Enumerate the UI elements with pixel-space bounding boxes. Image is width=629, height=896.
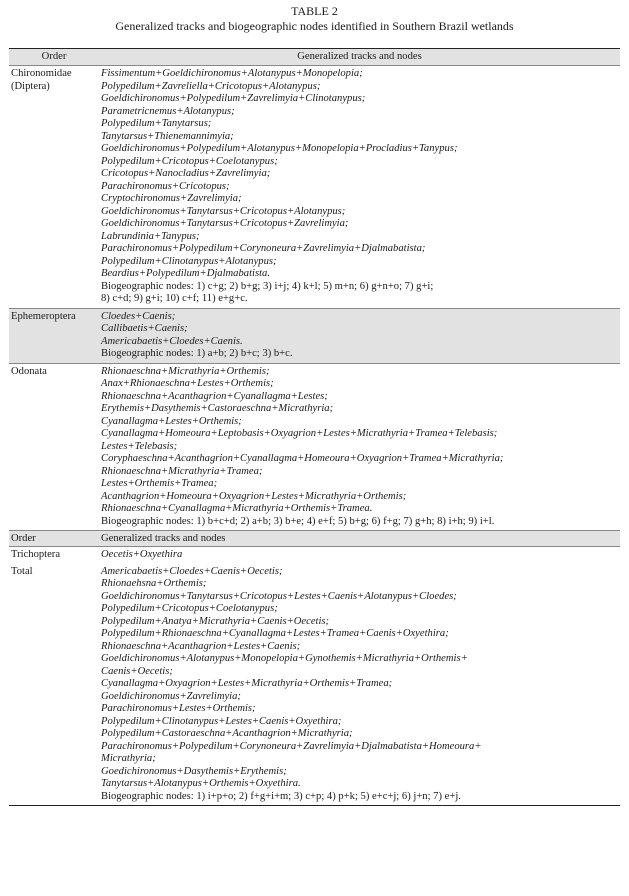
table-row-ephemeroptera: [9, 308, 620, 363]
generalized-track: Polypedilum+Cricotopus+Coelotanypus;: [101, 155, 278, 167]
generalized-track: Polypedilum+Zavreliella+Cricotopus+Alotanypus;: [101, 80, 321, 92]
order-name: Odonata: [11, 365, 47, 377]
generalized-track: Polypedilum+Clinotanypus+Alotanypus;: [101, 255, 277, 267]
generalized-track: Parachironomus+Cricotopus;: [101, 180, 230, 192]
generalized-track: Tanytarsus+Thienemannimyia;: [101, 130, 234, 142]
generalized-track: Cricotopus+Nanocladius+Zavrelimyia;: [101, 168, 271, 179]
order-name: Chironomidae: [11, 68, 72, 79]
header-order: Order: [9, 49, 99, 66]
generalized-track: Tanytarsus+Alotanypus+Orthemis+Oxyethira.: [101, 778, 301, 789]
generalized-track: Acanthagrion+Homeoura+Oxyagrion+Lestes+Micrathyria+Orthemis;: [101, 490, 407, 502]
generalized-track: Lestes+Orthemis+Tramea;: [101, 478, 218, 489]
table-row-chironomidae: [9, 66, 620, 309]
generalized-track: Caenis+Oecetis;: [101, 665, 173, 677]
table-title: Generalized tracks and biogeographic nodes identified in Southern Brazil wetlands: [115, 19, 514, 33]
generalized-track: Labrundinia+Tanypus;: [101, 230, 200, 242]
tracks-cell: [99, 547, 620, 564]
generalized-track: Rhionaeschna+Acanthagrion+Cyanallagma+Lestes;: [101, 390, 328, 402]
biogeographic-nodes: Biogeographic nodes: 1) a+b; 2) b+c; 3) b+c.: [101, 348, 293, 359]
table-row-trichoptera: [9, 547, 620, 564]
order-cell: [9, 363, 99, 531]
generalized-track: Rhionaehsna+Orthemis;: [101, 578, 207, 589]
generalized-track: Polypedilum+Tanytarsus;: [101, 118, 212, 129]
generalized-track: Polypedilum+Cricotopus+Coelotanypus;: [101, 603, 278, 614]
generalized-track: Rhionaeschna+Cyanallagma+Micrathyria+Orthemis+Tramea.: [101, 503, 373, 514]
order-cell: [9, 564, 99, 806]
header-tracks: Generalized tracks and nodes: [99, 49, 620, 66]
order-cell: [9, 308, 99, 363]
generalized-track: Goeldichironomus+Tanytarsus+Cricotopus+Alotanypus;: [101, 205, 346, 217]
generalized-track: Goeldichironomus+Zavrelimyia;: [101, 690, 241, 702]
generalized-track: Parametricnemus+Alotanypus;: [101, 105, 235, 117]
generalized-track: Americabaetis+Cloedes+Caenis+Oecetis;: [101, 565, 283, 577]
generalized-track: Rhionaeschna+Micrathyria+Tramea;: [101, 465, 263, 477]
generalized-track: Micrathyria;: [101, 753, 156, 764]
generalized-track: Goeldichironomus+Tanytarsus+Cricotopus+Zavrelimyia;: [101, 218, 349, 229]
generalized-track: Cyanallagma+Homeoura+Leptobasis+Oxyagrion+Lestes+Micrathyria+Tramea+Telebasis;: [101, 428, 498, 439]
generalized-track: Parachironomus+Lestes+Orthemis;: [101, 703, 256, 714]
order-cell: [9, 66, 99, 309]
generalized-track: Goeldichironomus+Polypedilum+Zavrelimyia+Clinotanypus;: [101, 93, 366, 104]
subheader-tracks: Generalized tracks and nodes: [99, 531, 620, 547]
generalized-track: Oecetis+Oxyethira: [101, 549, 183, 560]
generalized-track: Cloedes+Caenis;: [101, 310, 176, 322]
generalized-track: Polypedilum+Anatya+Micrathyria+Caenis+Oecetis;: [101, 615, 330, 627]
generalized-track: Anax+Rhionaeschna+Lestes+Orthemis;: [101, 378, 274, 389]
table-row-odonata: [9, 363, 620, 531]
generalized-track: Erythemis+Dasythemis+Castoraeschna+Micrathyria;: [101, 403, 334, 414]
order-name: Total: [11, 565, 33, 577]
generalized-track: Cyanallagma+Lestes+Orthemis;: [101, 415, 242, 427]
generalized-track: Americabaetis+Cloedes+Caenis.: [101, 335, 243, 347]
tracks-cell: [99, 564, 620, 806]
tracks-cell: [99, 363, 620, 531]
biogeographic-nodes: Biogeographic nodes: 1) c+g; 2) b+g; 3) i+j; 4) k+l; 5) m+n; 6) g+n+o; 7) g+i;: [101, 280, 434, 292]
subheader-order: Order: [9, 531, 99, 547]
table-header-row: [9, 49, 620, 66]
generalized-track: Goeldichironomus+Alotanypus+Monopelopia+Gynothemis+Micrathyria+Orthemis+: [101, 653, 468, 664]
biogeographic-nodes: Biogeographic nodes: 1) i+p+o; 2) f+g+i+m; 3) c+p; 4) p+k; 5) e+c+j; 6) j+n; 7) e+j.: [101, 790, 461, 802]
tracks-table: [9, 48, 620, 806]
order-name: Ephemeroptera: [11, 310, 76, 322]
tracks-cell: [99, 308, 620, 363]
generalized-track: Cryptochironomus+Zavrelimyia;: [101, 193, 242, 204]
generalized-track: Rhionaeschna+Acanthagrion+Lestes+Caenis;: [101, 640, 301, 652]
generalized-track: Polypedilum+Rhionaeschna+Cyanallagma+Lestes+Tramea+Caenis+Oxyethira;: [101, 628, 449, 639]
biogeographic-nodes: Biogeographic nodes: 1) b+c+d; 2) a+b; 3) b+e; 4) e+f; 5) b+g; 6) f+g; 7) g+h; 8) i+h; 9) i+l.: [101, 515, 495, 527]
order-name: (Diptera): [11, 80, 50, 92]
generalized-track: Callibaetis+Caenis;: [101, 323, 188, 334]
generalized-track: Goeldichironomus+Polypedilum+Alotanypus+Monopelopia+Procladius+Tanypus;: [101, 143, 458, 154]
generalized-track: Parachironomus+Polypedilum+Corynoneura+Zavrelimyia+Djalmabatista;: [101, 243, 426, 254]
table-subheader-row: [9, 531, 620, 547]
generalized-track: Fissimentum+Goeldichironomus+Alotanypus+Monopelopia;: [101, 68, 363, 79]
table-label: TABLE 2: [291, 4, 338, 18]
generalized-track: Rhionaeschna+Micrathyria+Orthemis;: [101, 365, 270, 377]
generalized-track: Lestes+Telebasis;: [101, 440, 178, 452]
generalized-track: Goeldichironomus+Tanytarsus+Cricotopus+Lestes+Caenis+Alotanypus+Cloedes;: [101, 590, 457, 602]
generalized-track: Polypedilum+Clinotanypus+Lestes+Caenis+Oxyethira;: [101, 715, 342, 727]
biogeographic-nodes: 8) c+d; 9) g+i; 10) c+f; 11) e+g+c.: [101, 293, 248, 304]
generalized-track: Coryphaeschna+Acanthagrion+Cyanallagma+Homeoura+Oxyagrion+Tramea+Micrathyria;: [101, 453, 504, 464]
tracks-cell: [99, 66, 620, 309]
table-row-total: [9, 564, 620, 806]
generalized-track: Polypedilum+Castoraeschna+Acanthagrion+Micrathyria;: [101, 728, 353, 739]
generalized-track: Parachironomus+Polypedilum+Corynoneura+Zavrelimyia+Djalmabatista+Homeoura+: [101, 740, 482, 752]
order-name: Trichoptera: [11, 549, 61, 560]
generalized-track: Cyanallagma+Oxyagrion+Lestes+Micrathyria+Orthemis+Tramea;: [101, 678, 393, 689]
generalized-track: Beardius+Polypedilum+Djalmabatista.: [101, 268, 270, 279]
generalized-track: Goedichironomus+Dasythemis+Erythemis;: [101, 765, 287, 777]
order-cell: [9, 547, 99, 564]
